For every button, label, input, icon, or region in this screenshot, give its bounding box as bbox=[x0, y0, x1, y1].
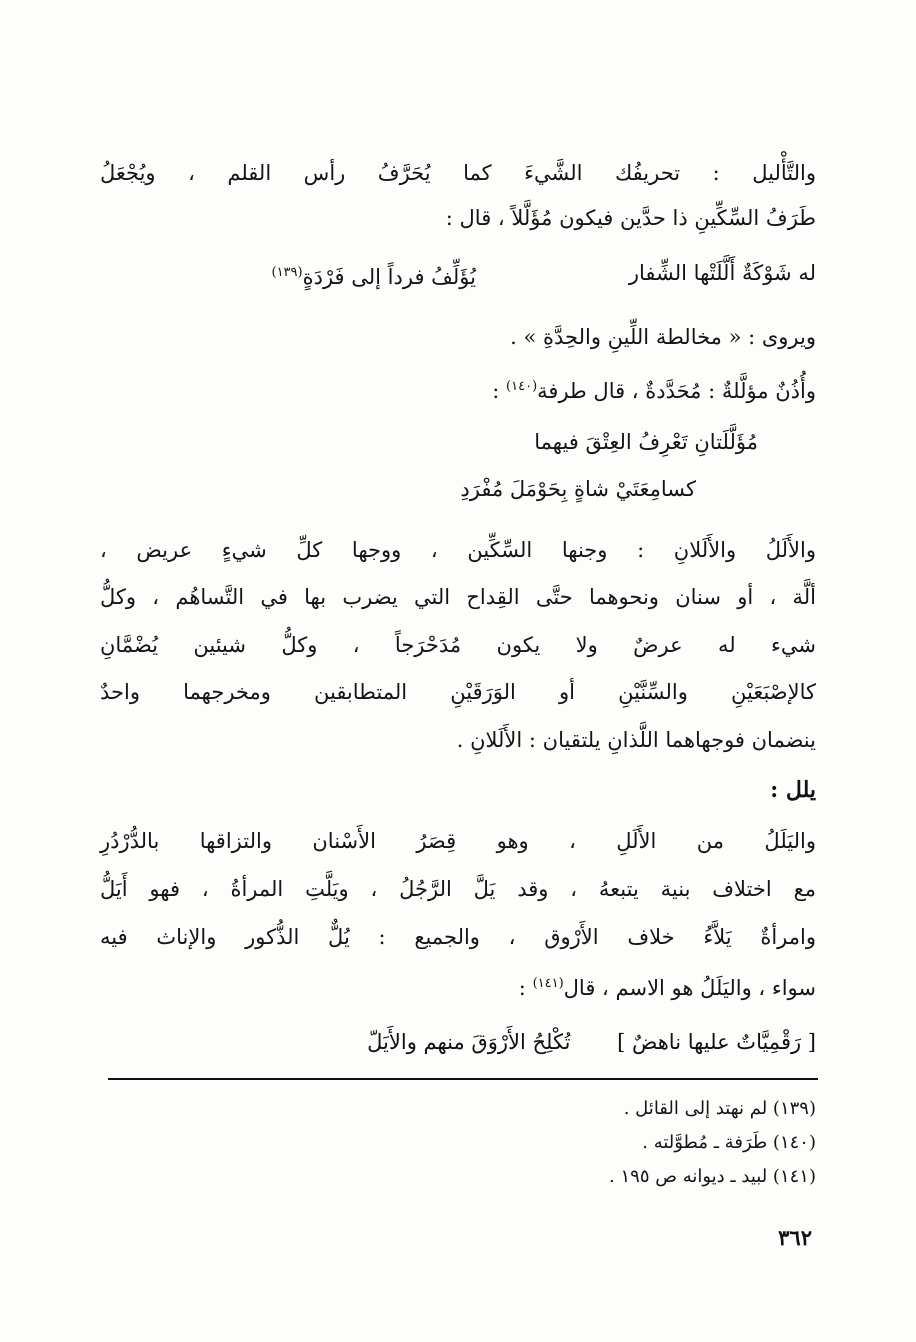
text-line: والأَلَلُ والأَلَلانِ : وجنها السِّكِّين ، ووجها كلِّ شيءٍ عريض ، bbox=[100, 538, 816, 562]
verse-hemistich: مُؤَلَّلَتانِ تَعْرِفُ العِتْقَ فيهما bbox=[534, 430, 758, 454]
footnote: (١٤١) لبيد ـ ديوانه ص ١٩٥ . bbox=[609, 1166, 816, 1187]
footnote-ref: (١٤١) bbox=[532, 976, 564, 991]
verse-hemistich bbox=[272, 258, 477, 292]
text-line: واليَلَلُ من الأَلَلِ ، وهو قِصَرُ الأَسْنان والتزاقها بالدُّرْدُرِ bbox=[100, 829, 816, 853]
text-line: كالإصْبَعَيْنِ والسِّنَّيْنِ أو الوَرَقَيْنِ المتطابقين ومخرجهما واحدٌ bbox=[100, 680, 816, 704]
verse-line bbox=[100, 1027, 816, 1057]
verse-hemistich: تُكْلِحُ الأَرْوَقَ منهم والأَيَلّ bbox=[367, 1030, 571, 1054]
page-number: ٣٦٢ bbox=[778, 1225, 812, 1250]
text-line: شيء له عرضٌ ولا يكون مُدَحْرَجاً ، وكلُّ شيئين يُضْمَّانِ bbox=[100, 633, 816, 657]
text-line: والتَّأْليل : تحريفُك الشَّيءَ كما يُحَرَّفُ رأس القلم ، ويُجْعَلُ bbox=[100, 161, 816, 185]
text-span: : bbox=[492, 379, 507, 403]
text-line: ويروى : « مخالطة اللِّينِ والحِدَّةِ » . bbox=[510, 325, 816, 349]
text-span: : bbox=[518, 976, 533, 1000]
text-span: وأُذُنٌ مؤلَّلةٌ : مُحَدَّدةٌ ، قال طرفة bbox=[537, 379, 816, 403]
verse-hemistich: [ رَقْمِيَّاتٌ عليها ناهضٌ ] bbox=[617, 1030, 816, 1054]
text-line: وامرأةٌ يَلاَّءُ خلاف الأَرْوق ، والجميع : يُلٌّ الذُّكور والإناث فيه bbox=[100, 925, 816, 949]
text-line: طَرَفُ السِّكِّينِ ذا حدَّين فيكون مُؤَلَّلاً ، قال : bbox=[445, 206, 816, 230]
text-line bbox=[519, 969, 816, 1003]
section-heading: يلل : bbox=[770, 777, 816, 803]
footnote: (١٤٠) طَرَفة ـ مُطوَّلته . bbox=[642, 1132, 816, 1153]
footnote-ref: (١٣٩) bbox=[271, 265, 303, 280]
verse-hemistich-text: يُؤَلِّفُ فرداً إلى فَرْدَةٍ bbox=[302, 265, 476, 289]
text-line bbox=[492, 372, 816, 406]
text-line: مع اختلاف بنية يتبعهُ ، وقد يَلَّ الرَّجُلُ ، ويَلَّتِ المرأةُ ، فهو أَيَلُّ bbox=[100, 877, 816, 901]
text-line: ينضمان فوجهاهما اللَّذانِ يلتقيان : الأَلَلانِ . bbox=[456, 728, 816, 752]
verse-hemistich: كسامِعَتَيْ شاةٍ بِحَوْمَلَ مُفْرَدِ bbox=[460, 477, 696, 501]
footnote-divider bbox=[108, 1078, 818, 1080]
text-span: سواء ، واليَلَلُ هو الاسم ، قال bbox=[563, 976, 816, 1000]
verse-hemistich: له شَوْكَةٌ أَلَّلَتْها الشِّفار bbox=[628, 261, 816, 285]
footnote-ref: (١٤٠) bbox=[506, 379, 538, 394]
text-line: ألَّة ، أو سنان ونحوهما حتَّى القِداح التي يضرب بها في التَّساهُم ، وكلُّ bbox=[100, 585, 816, 609]
footnote: (١٣٩) لم نهتد إلى القائل . bbox=[623, 1098, 816, 1119]
